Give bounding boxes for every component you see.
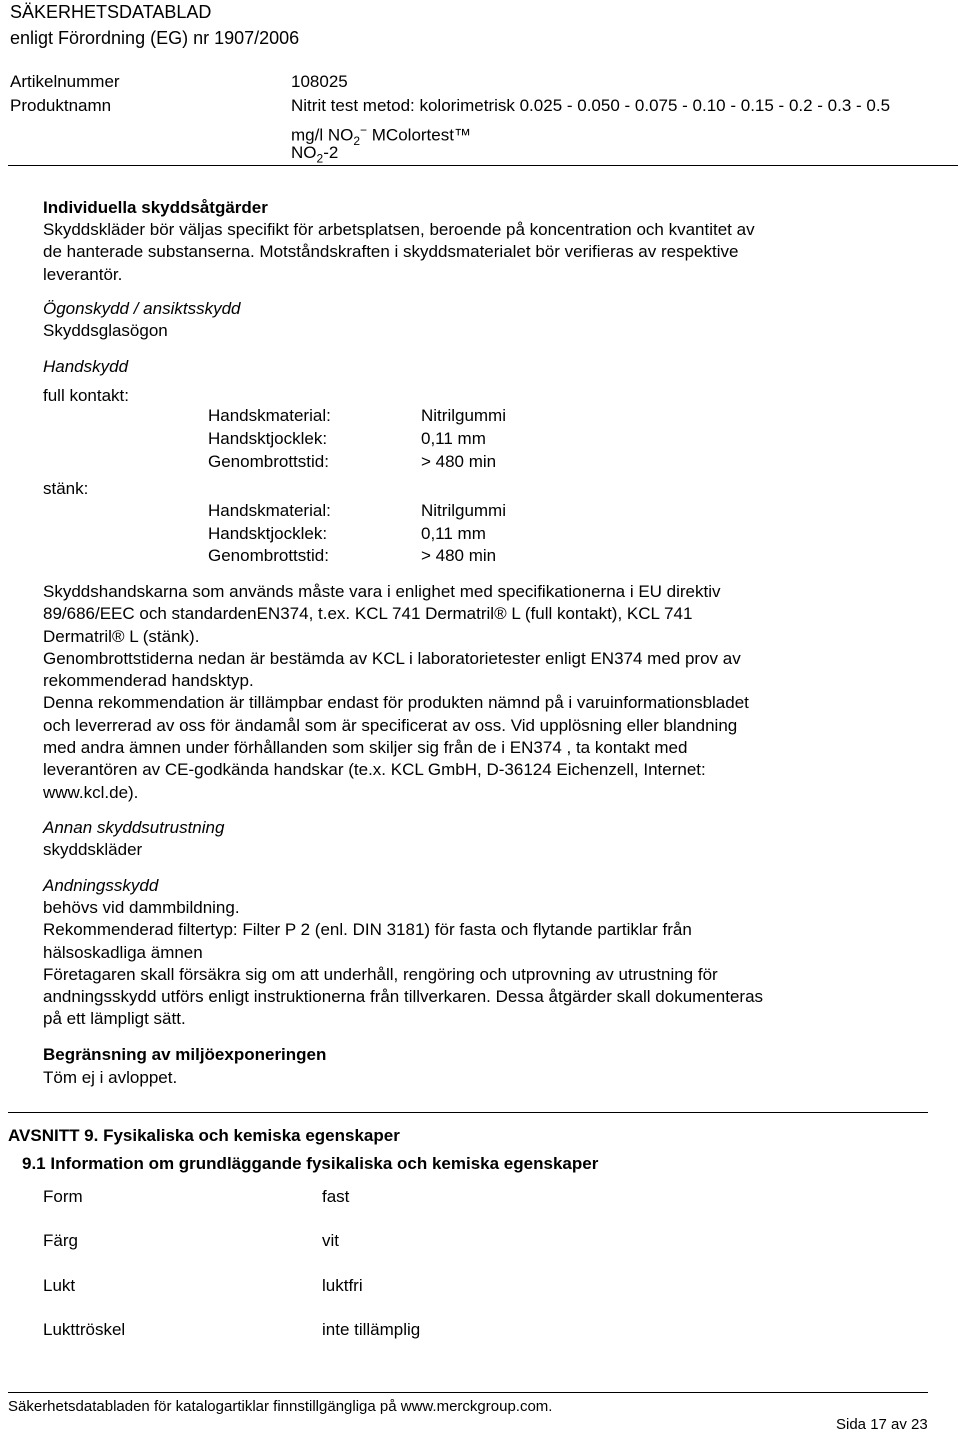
splash-breakthrough-time-value: > 480 min [421, 546, 497, 565]
header-divider [8, 165, 958, 166]
product-name-line-2: mg/l $NO_2^-$ MColortest™ [291, 123, 471, 149]
environmental-exposure-heading: Begränsning av miljöexponeringen [43, 1045, 327, 1064]
property-odor-label: Lukt [43, 1276, 76, 1295]
eye-protection-value: Skyddsglasögon [43, 321, 168, 340]
article-number-value: 108025 [291, 72, 348, 91]
property-odor-threshold-label: Lukttröskel [43, 1320, 126, 1339]
property-color-value: vit [322, 1231, 339, 1250]
hand-protection-heading: Handskydd [43, 357, 129, 376]
splash-breakthrough-time-label: Genombrottstid: [208, 546, 329, 565]
property-form-label: Form [43, 1187, 83, 1206]
other-equipment-heading: Annan skyddsutrustning [43, 818, 225, 837]
breakthrough-time-label: Genombrottstid: [208, 452, 329, 471]
respiratory-protection-text: behövs vid dammbildning. Rekommenderad filtertyp: Filter P 2 (enl. DIN 3181) för fasta och flytande partiklar från hälsoskadliga ämnen Företagaren skall försäkra sig om att underhåll, rengöring och utprovning av utrustning för andningsskydd utförs enligt instruktionerna från tillverkaren. Dessa åtgärder skall dokumenteras på ett lämpligt sätt. [43, 898, 764, 1029]
individual-measures-text: Skyddskläder bör väljas specifikt för arbetsplatsen, beroende på koncentration och kvantitet av de hanterade substanserna. Motståndskraften i skyddsmaterialet bör verifieras av respektive leverantör. [43, 220, 755, 284]
glove-material-label: Handskmaterial: [208, 406, 331, 425]
property-odor-threshold-value: inte tillämplig [322, 1320, 421, 1339]
splash-label: stänk: [43, 479, 89, 498]
full-contact-label: full kontakt: [43, 386, 129, 405]
section-9-1-subtitle: 9.1 Information om grundläggande fysikaliska och kemiska egenskaper [22, 1154, 599, 1173]
breakthrough-time-value: > 480 min [421, 452, 497, 471]
splash-glove-thickness-label: Handsktjocklek: [208, 524, 328, 543]
splash-glove-thickness-value: 0,11 mm [421, 524, 486, 543]
other-equipment-value: skyddskläder [43, 840, 143, 859]
section-divider [8, 1112, 928, 1113]
splash-glove-material-value: Nitrilgummi [421, 501, 506, 520]
product-name-line-3: $NO_2-2$ [291, 143, 339, 166]
property-color-label: Färg [43, 1231, 78, 1250]
product-name-line-1: Nitrit test metod: kolorimetrisk 0.025 - 0.050 - 0.075 - 0.10 - 0.15 - 0.2 - 0.3 - 0.5 [291, 96, 891, 115]
regulation-reference: enligt Förordning (EG) nr 1907/2006 [10, 28, 300, 48]
eye-protection-heading: Ögonskydd / ansiktsskydd [43, 299, 241, 318]
glove-material-value: Nitrilgummi [421, 406, 506, 425]
gloves-specification-text: Skyddshandskarna som används måste vara i enlighet med specifikationerna i EU direktiv 89/686/EEC och standardenEN374, t.ex. KCL 741 Dermatril® L (full kontakt), KCL 741 Dermatril® L (stänk). Genombrottstiderna nedan är bestämda av KCL i laboratorietester enligt EN374 med prov av rekommenderad handsktyp. Denna rekommendation är tillämpbar endast för produkten nämnd på i varuinformationsbladet och leverrerad av oss för ändamål som är specificerat av oss. Vid upplösning eller blandning med andra ämnen under förhållanden som skiljer sig från de i EN374 , ta kontakt med leverantören av CE-godkända handskar (te.x. KCL GmbH, D-36124 Eichenzell, Internet: www.kcl.de). [43, 582, 749, 802]
property-odor-value: luktfri [322, 1276, 363, 1295]
section-9-title: AVSNITT 9. Fysikaliska och kemiska egenskaper [8, 1126, 400, 1145]
respiratory-protection-heading: Andningsskydd [43, 876, 159, 895]
footer-note: Säkerhetsdatabladen för katalogartiklar finnstillgängliga på www.merckgroup.com. [8, 1398, 553, 1415]
product-name-label: Produktnamn [10, 96, 112, 115]
individual-measures-heading: Individuella skyddsåtgärder [43, 198, 268, 217]
glove-thickness-value: 0,11 mm [421, 429, 486, 448]
environmental-exposure-value: Töm ej i avloppet. [43, 1068, 178, 1087]
property-form-value: fast [322, 1187, 350, 1206]
splash-glove-material-label: Handskmaterial: [208, 501, 331, 520]
article-number-label: Artikelnummer [10, 72, 120, 91]
document-title: SÄKERHETSDATABLAD [10, 2, 212, 22]
page-number: Sida 17 av 23 [836, 1416, 928, 1433]
footer-divider [8, 1392, 928, 1393]
glove-thickness-label: Handsktjocklek: [208, 429, 328, 448]
